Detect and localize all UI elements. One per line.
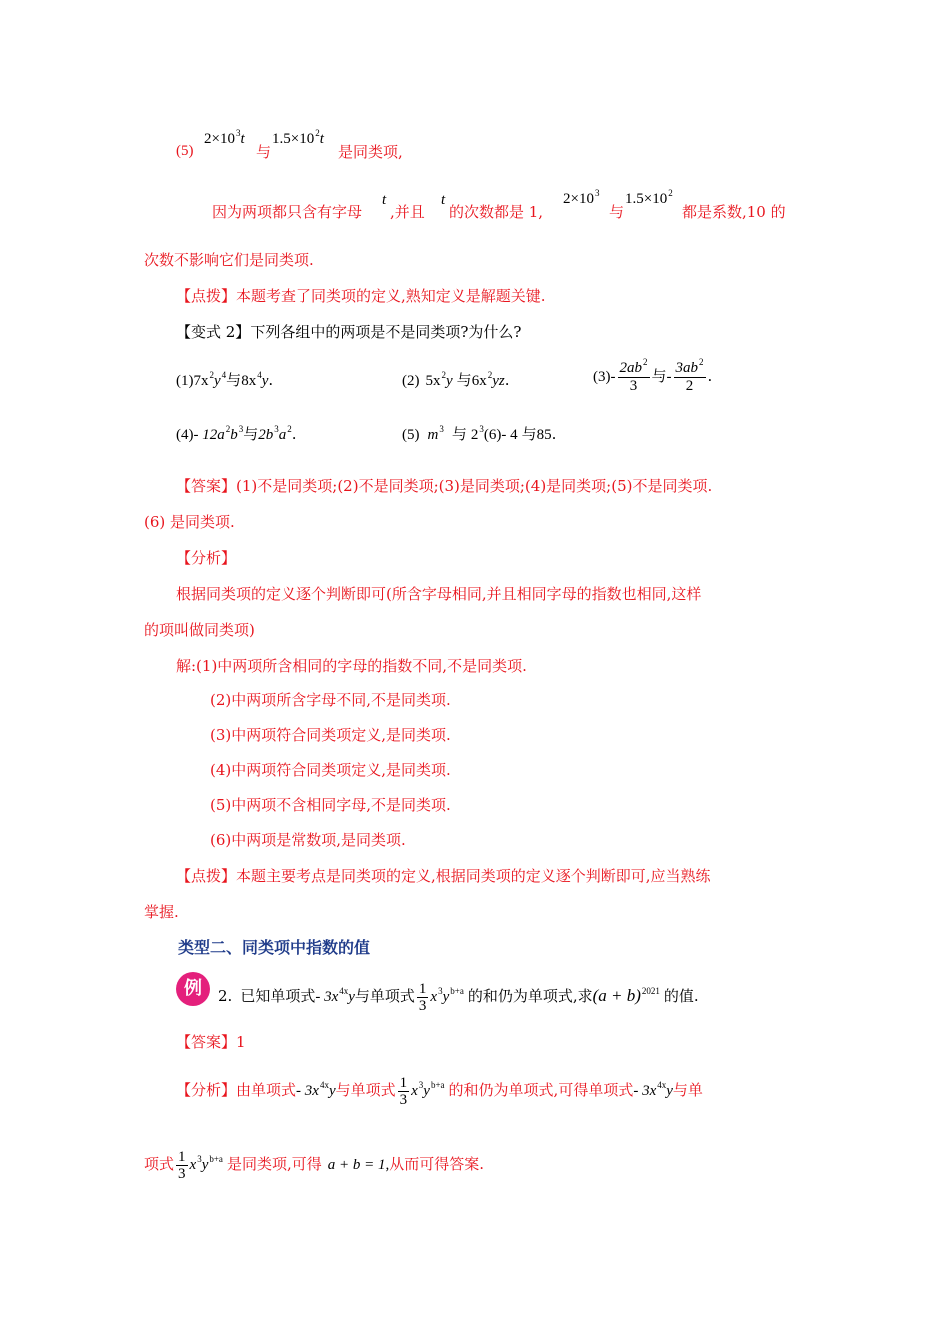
answer2 [176, 1032, 246, 1052]
p5-reason-coef-b: $1.5\times 10^2$ [625, 188, 673, 207]
analysis-s2: (2)中两项所含字母不同,不是同类项. [210, 691, 451, 709]
tip2 [176, 866, 711, 886]
q2: (2) $5x^2y$ 与$6x^2yz$. [402, 370, 510, 389]
analysis-s6: (6)中两项是常数项,是同类项. [210, 831, 406, 849]
analysis-s3: (3)中两项符合同类项定义,是同类项. [210, 726, 451, 744]
tip2-text: 本题主要考点是同类项的定义,根据同类项的定义逐个判断即可,应当熟练 [236, 867, 711, 885]
p5-reason-coef-a: $2\times 10^3$ [563, 188, 600, 207]
p5-reason-line2: 次数不影响它们是同类项. [144, 251, 314, 269]
p5-line [176, 140, 194, 161]
tip1-text: 本题考查了同类项的定义,熟知定义是解题关键. [236, 287, 546, 305]
analysis-s4: (4)中两项符合同类项定义,是同类项. [210, 761, 451, 779]
answer-line2: (6) 是同类项. [144, 513, 235, 531]
p5-conclusion: 是同类项, [338, 143, 403, 161]
p5-reason-var2: t [441, 192, 446, 208]
analysis2-line2: 项式 $\frac{1}{3}$ $x^3y^{b+a}$ 是同类项,可得 a + b = 1,从而可得答案. [144, 1148, 484, 1182]
p5-reason-conj: 与 [609, 203, 625, 221]
q1: $(1)7x^2y^4$与$8x^4y$. [176, 370, 274, 389]
analysis-s1: 解:(1)中两项所含相同的字母的指数不同,不是同类项. [176, 657, 527, 675]
p5-reason-t4: 都是系数,10 的 [682, 203, 786, 221]
analysis2: 【分析】由单项式- $3x^{4x}y$与单项式 $\frac{1}{3}$ $x^3y^{b+a}$ 的和仍为单项式,可得单项式- $3x^{4x}y$与单 [176, 1074, 703, 1108]
p5-reason-t2: ,并且 [390, 203, 425, 221]
answer2-tag: 【答案】 [176, 1033, 237, 1051]
p5-expr-a: $2\times 10^3t$ [204, 128, 245, 147]
answer-tag: 【答案】 [176, 477, 237, 495]
variant2 [176, 322, 521, 342]
q3: (3)- $\frac{2ab^2}{3}$ 与- $\frac{3ab^2}{2}$ . [593, 357, 713, 394]
analysis2-frac: $\frac{1}{3}$ [399, 1074, 408, 1108]
answer [176, 476, 712, 496]
analysis2-l2-frac: $\frac{1}{3}$ [178, 1148, 186, 1182]
analysis-p1: 根据同类项的定义逐个判断即可(所含字母相同,并且相同字母的指数也相同,这样 [176, 585, 702, 603]
p5-conj: 与 [256, 143, 272, 161]
example-badge-icon: 例 [176, 972, 210, 1006]
tip1-tag: 【点拨】 [176, 287, 237, 305]
q3-frac-a: $\frac{2ab^2}{3}$ [619, 357, 648, 394]
analysis-p2: 的项叫做同类项) [144, 621, 255, 639]
p5-expr-b: $1.5\times 10^2t$ [272, 128, 324, 147]
q5-q6: (5) $m^3$ 与 $2^3(6)-$ 4 与85. [402, 424, 557, 443]
analysis-s5: (5)中两项不含相同字母,不是同类项. [210, 796, 451, 814]
tip2-line2: 掌握. [144, 903, 179, 921]
variant2-tag: 【变式 2】 [176, 323, 251, 341]
p5-label: (5) [176, 143, 194, 159]
q3-frac-b: $\frac{3ab^2}{2}$ [675, 357, 704, 394]
answer-text: (1)不是同类项;(2)不是同类项;(3)是同类项;(4)是同类项;(5)不是同类项. [236, 477, 713, 495]
p5-reason-t3: 的次数都是 1, [449, 203, 544, 221]
example2: 2. 已知单项式- $3x^{4x}y$与单项式 $\frac{1}{3}$ $x^3y^{b+a}$ 的和仍为单项式,求$(a + b)^{2021}$ 的值. [218, 980, 699, 1014]
q4: (4)- $12a^2b^3$与$2b^3a^2$. [176, 424, 297, 443]
example2-frac: $\frac{1}{3}$ [418, 980, 427, 1014]
p5-reason-var: t [382, 192, 387, 208]
analysis-tag: 【分析】 [176, 549, 237, 567]
variant2-text: 下列各组中的两项是不是同类项?为什么? [250, 323, 522, 341]
p5-reason-t1: 因为两项都只含有字母 [212, 203, 363, 221]
answer2-text: 1 [236, 1033, 246, 1051]
tip1 [176, 286, 546, 306]
type2-title: 类型二、同类项中指数的值 [178, 938, 371, 957]
tip2-tag: 【点拨】 [176, 867, 237, 885]
